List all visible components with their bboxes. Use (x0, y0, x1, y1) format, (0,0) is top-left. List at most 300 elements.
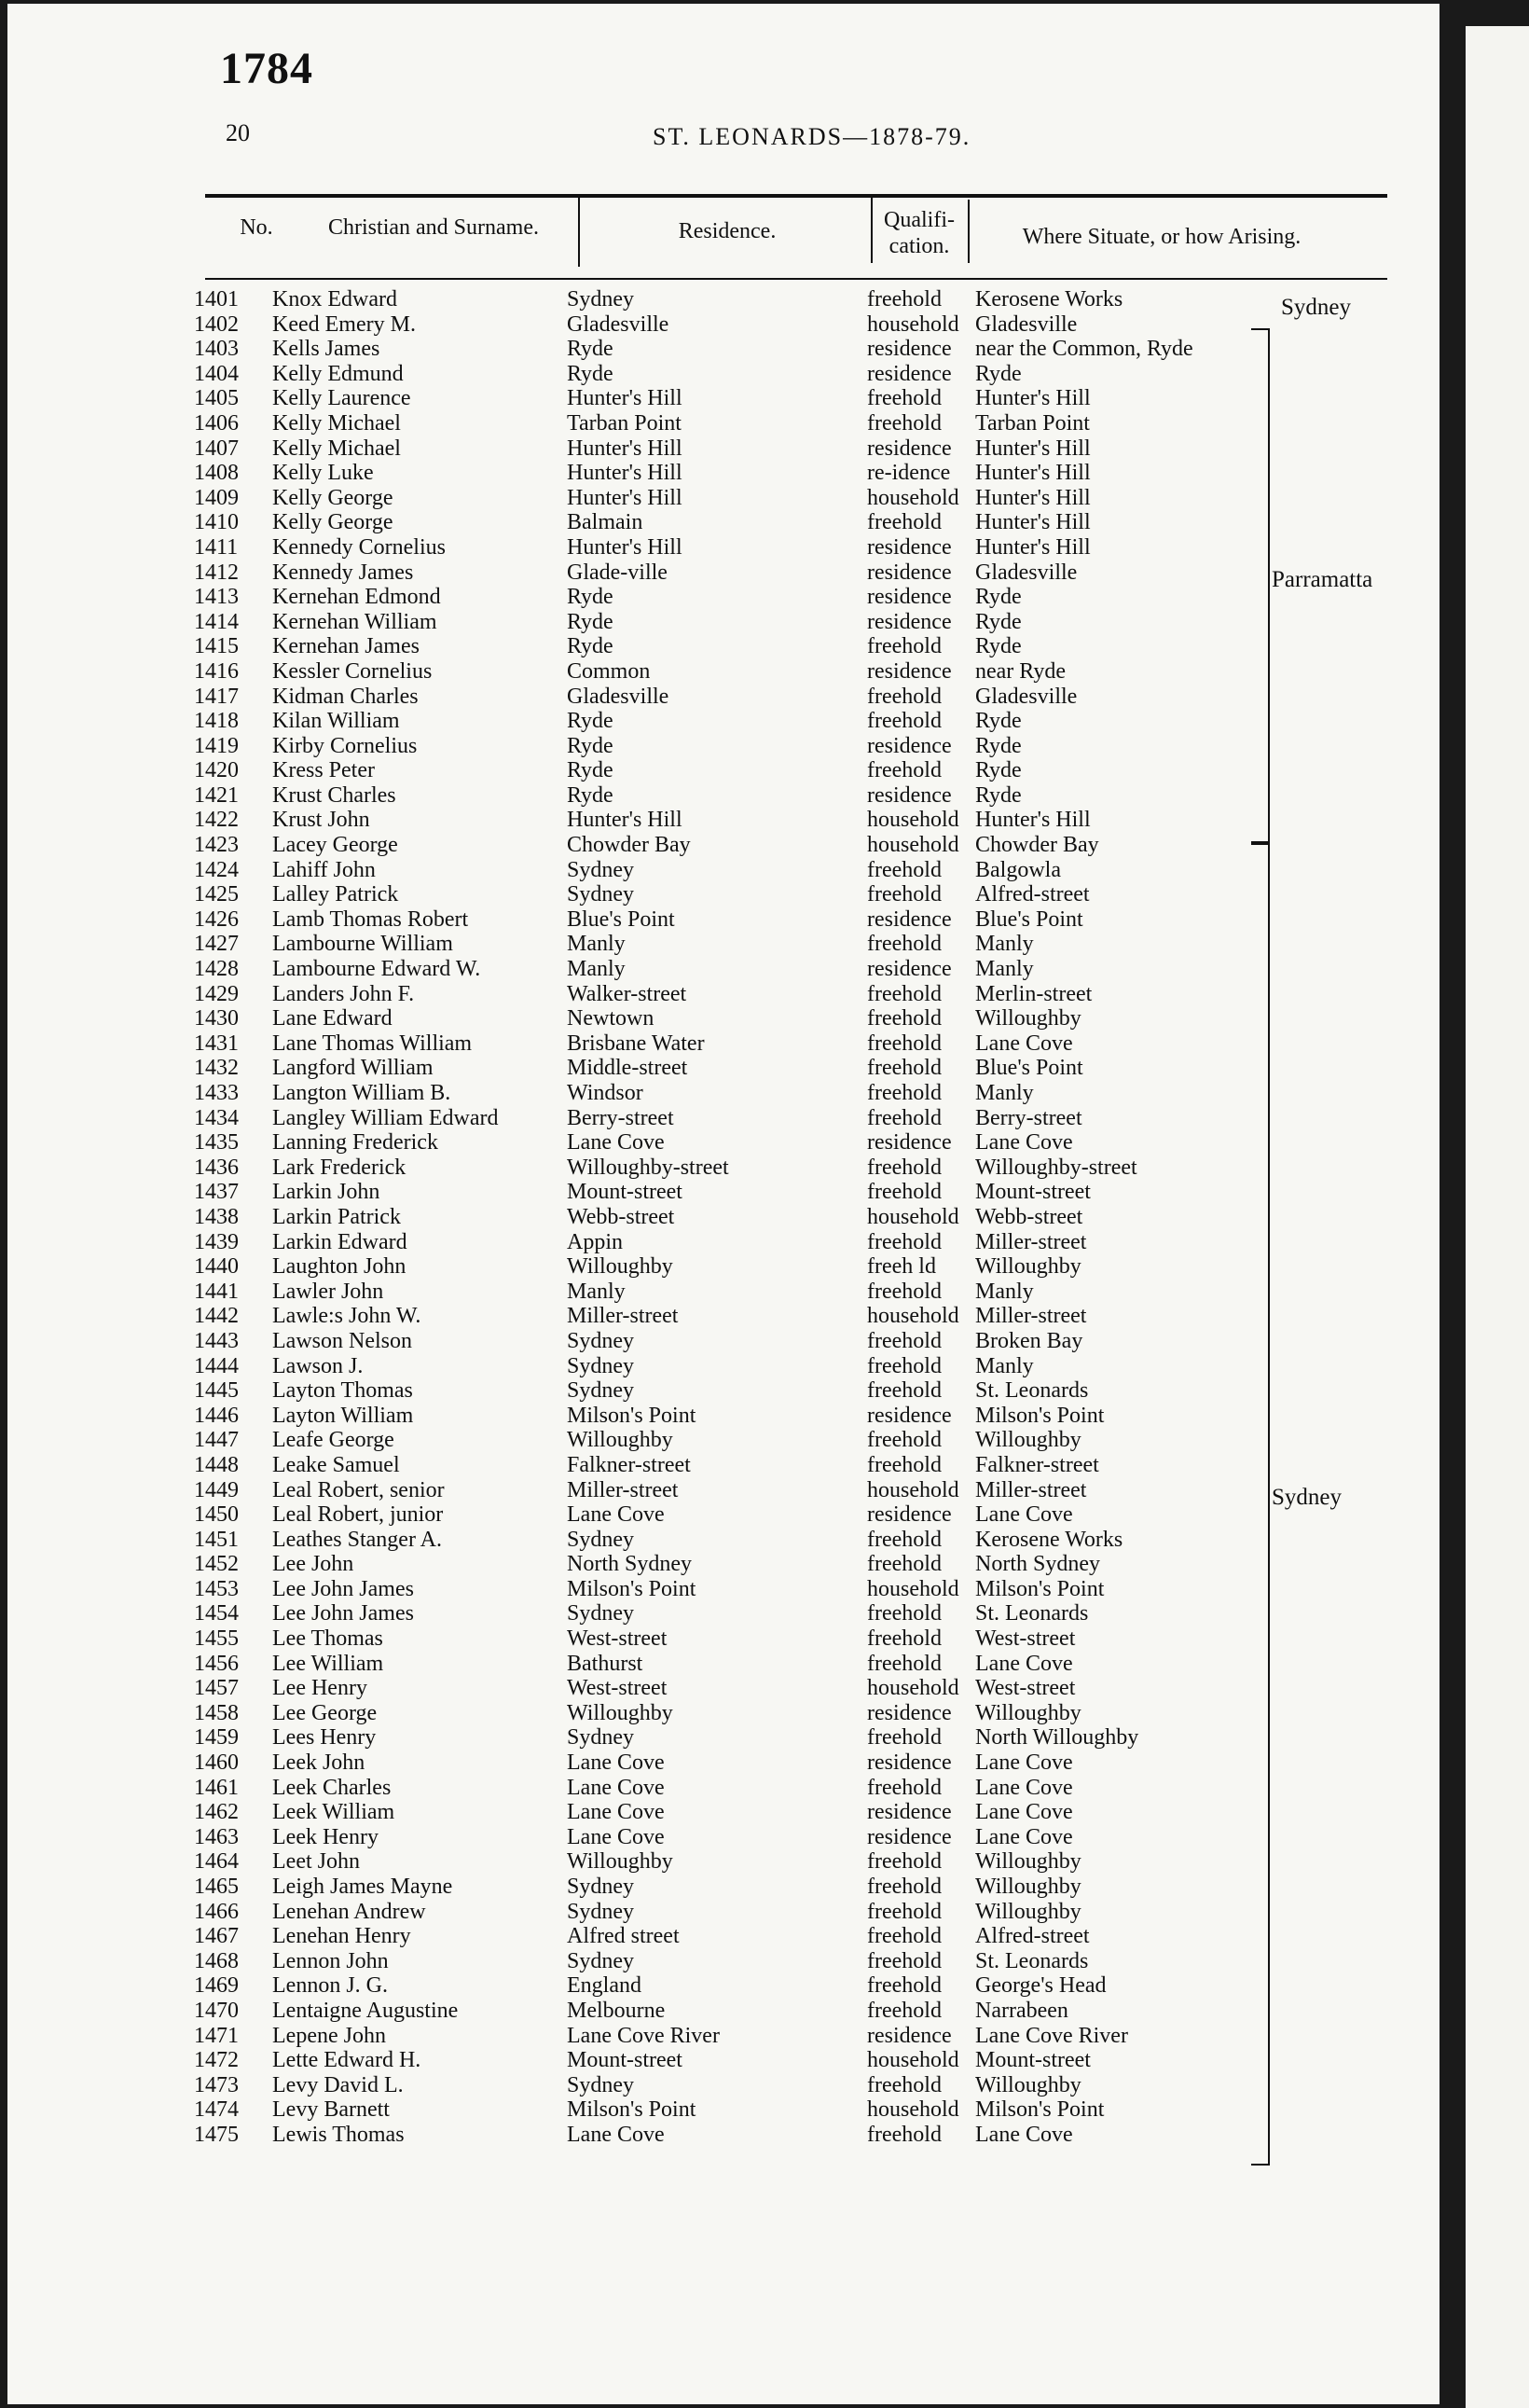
elector-name: Lenehan Andrew (272, 1899, 426, 1924)
elector-qualification: freehold (867, 2072, 942, 2097)
elector-number: 1448 (194, 1452, 239, 1477)
property-location: Blue's Point (975, 906, 1083, 932)
elector-number: 1432 (194, 1056, 239, 1081)
table-row (0, 982, 1432, 1007)
elector-number: 1412 (194, 560, 239, 585)
elector-name: Kirby Cornelius (272, 733, 418, 758)
elector-qualification: freehold (867, 1279, 942, 1304)
property-location: Ryde (975, 634, 1022, 659)
elector-qualification: freehold (867, 1006, 942, 1031)
elector-qualification: re-idence (867, 461, 951, 486)
elector-residence: Willoughby (567, 1849, 673, 1875)
elector-name: Langton William B. (272, 1081, 451, 1105)
elector-qualification: freehold (867, 1998, 942, 2023)
table-row (0, 1006, 1432, 1031)
elector-residence: Manly (567, 957, 626, 982)
elector-name: Lane Edward (272, 1006, 393, 1031)
elector-qualification: household (867, 1204, 959, 1229)
elector-number: 1414 (194, 609, 239, 634)
table-row (0, 1875, 1432, 1900)
table-row (0, 882, 1432, 907)
table-row (0, 2024, 1432, 2049)
table-row (0, 1502, 1432, 1528)
elector-number: 1408 (194, 461, 239, 486)
property-location: Lane Cove (975, 1800, 1073, 1825)
running-title: ST. LEONARDS—1878-79. (653, 123, 971, 150)
elector-number: 1453 (194, 1576, 239, 1601)
elector-residence: Lane Cove River (567, 2023, 720, 2048)
elector-number: 1445 (194, 1378, 239, 1404)
elector-residence: Willoughby (567, 1700, 673, 1725)
elector-residence: Tarban Point (567, 410, 682, 436)
elector-qualification: household (867, 808, 959, 833)
property-location: Hunter's Hill (975, 534, 1091, 560)
table-row (0, 337, 1432, 362)
elector-name: Kelly Michael (272, 436, 401, 461)
elector-name: Leathes Stanger A. (272, 1527, 442, 1552)
table-row (0, 585, 1432, 610)
header-qualification: Qualifi-cation. (884, 208, 955, 258)
elector-number: 1447 (194, 1428, 239, 1453)
header-no: No. (240, 215, 273, 240)
property-location: George's Head (975, 1973, 1107, 1999)
elector-number: 1419 (194, 733, 239, 758)
elector-name: Lambourne Edward W. (272, 957, 481, 982)
elector-qualification: freehold (867, 1601, 942, 1626)
property-location: Gladesville (975, 311, 1078, 337)
table-row (0, 1552, 1432, 1577)
table-row (0, 1130, 1432, 1156)
elector-residence: Ryde (567, 337, 613, 362)
elector-name: Lawson J. (272, 1353, 364, 1378)
elector-qualification: freehold (867, 1056, 942, 1081)
district-brace (1251, 843, 1270, 2166)
elector-residence: Hunter's Hill (567, 386, 682, 411)
elector-qualification: residence (867, 2023, 952, 2048)
elector-qualification: freehold (867, 1849, 942, 1875)
elector-name: Lennon John (272, 1948, 389, 1973)
elector-number: 1431 (194, 1031, 239, 1056)
elector-name: Lette Edward H. (272, 2048, 421, 2073)
elector-name: Kernehan James (272, 634, 420, 659)
elector-residence: Hunter's Hill (567, 808, 682, 833)
elector-residence: West-street (567, 1676, 668, 1701)
elector-number: 1401 (194, 287, 239, 311)
table-row (0, 1924, 1432, 1949)
elector-name: Lahiff John (272, 857, 376, 882)
property-location: Manly (975, 1081, 1034, 1105)
elector-number: 1405 (194, 386, 239, 411)
table-row (0, 1428, 1432, 1453)
table-row (0, 1776, 1432, 1801)
property-location: Willoughby (975, 1875, 1081, 1899)
elector-qualification: freehold (867, 1180, 942, 1205)
elector-number: 1465 (194, 1875, 239, 1899)
elector-qualification: residence (867, 1130, 952, 1156)
elector-name: Laughton John (272, 1254, 406, 1280)
elector-number: 1418 (194, 709, 239, 734)
property-location: Lane Cove (975, 1775, 1073, 1800)
table-row (0, 1973, 1432, 1999)
elector-residence: Sydney (567, 1328, 634, 1353)
elector-qualification: freeh ld (867, 1254, 936, 1280)
elector-qualification: residence (867, 436, 952, 461)
elector-name: Lee John James (272, 1601, 414, 1626)
elector-qualification: freehold (867, 1527, 942, 1552)
elector-qualification: freehold (867, 510, 942, 535)
elector-name: Lentaigne Augustine (272, 1998, 459, 2023)
elector-residence: Hunter's Hill (567, 534, 682, 560)
elector-residence: Walker-street (567, 981, 687, 1006)
property-location: Lane Cove (975, 1651, 1073, 1676)
table-row (0, 734, 1432, 759)
elector-name: Lee Henry (272, 1676, 367, 1701)
elector-residence: Lane Cove (567, 1775, 665, 1800)
elector-name: Levy Barnett (272, 2097, 390, 2123)
elector-name: Lee William (272, 1651, 384, 1676)
elector-name: Kress Peter (272, 758, 375, 783)
header-top-rule (205, 194, 1387, 198)
property-location: Lane Cove River (975, 2023, 1128, 2048)
elector-qualification: residence (867, 609, 952, 634)
elector-residence: Lane Cove (567, 1751, 665, 1776)
elector-residence: Hunter's Hill (567, 436, 682, 461)
elector-qualification: freehold (867, 1626, 942, 1652)
elector-number: 1439 (194, 1229, 239, 1254)
elector-number: 1436 (194, 1155, 239, 1180)
property-location: West-street (975, 1626, 1076, 1652)
elector-name: Kelly Michael (272, 410, 401, 436)
table-row (0, 1354, 1432, 1379)
elector-number: 1474 (194, 2097, 239, 2123)
elector-name: Leek John (272, 1751, 365, 1776)
table-row (0, 1825, 1432, 1850)
table-row (0, 1254, 1432, 1280)
elector-residence: Newtown (567, 1006, 654, 1031)
elector-number: 1428 (194, 957, 239, 982)
elector-qualification: freehold (867, 1031, 942, 1056)
elector-number: 1420 (194, 758, 239, 783)
property-location: Blue's Point (975, 1056, 1083, 1081)
table-row (0, 1180, 1432, 1205)
elector-number: 1438 (194, 1204, 239, 1229)
table-row (0, 287, 1432, 312)
property-location: Kerosene Works (975, 287, 1123, 311)
table-row (0, 957, 1432, 982)
elector-name: Lalley Patrick (272, 882, 399, 907)
elector-qualification: residence (867, 1502, 952, 1528)
elector-qualification: freehold (867, 386, 942, 411)
elector-qualification: freehold (867, 287, 942, 311)
elector-qualification: freehold (867, 1428, 942, 1453)
elector-number: 1417 (194, 684, 239, 709)
elector-number: 1426 (194, 906, 239, 932)
elector-residence: Willoughby (567, 1428, 673, 1453)
elector-name: Lark Frederick (272, 1155, 406, 1180)
elector-number: 1407 (194, 436, 239, 461)
property-location: St. Leonards (975, 1948, 1089, 1973)
table-row (0, 1601, 1432, 1626)
elector-residence: Ryde (567, 758, 613, 783)
property-location: Balgowla (975, 857, 1061, 882)
elector-qualification: household (867, 1477, 959, 1502)
elector-residence: Ryde (567, 733, 613, 758)
elector-qualification: freehold (867, 2122, 942, 2147)
table-row (0, 1676, 1432, 1701)
elector-number: 1440 (194, 1254, 239, 1280)
elector-residence: Lane Cove (567, 2122, 665, 2147)
elector-residence: Ryde (567, 709, 613, 734)
elector-number: 1415 (194, 634, 239, 659)
elector-qualification: residence (867, 585, 952, 610)
elector-number: 1458 (194, 1700, 239, 1725)
table-row (0, 1800, 1432, 1825)
elector-name: Larkin Edward (272, 1229, 407, 1254)
elector-residence: Miller-street (567, 1477, 679, 1502)
property-location: Kerosene Works (975, 1527, 1123, 1552)
elector-name: Leek Charles (272, 1775, 392, 1800)
property-location: Tarban Point (975, 410, 1090, 436)
elector-number: 1455 (194, 1626, 239, 1652)
elector-qualification: freehold (867, 1725, 942, 1751)
elector-qualification: residence (867, 1824, 952, 1849)
elector-residence: England (567, 1973, 641, 1999)
elector-number: 1464 (194, 1849, 239, 1875)
property-location: West-street (975, 1676, 1076, 1701)
elector-name: Kennedy James (272, 560, 414, 585)
elector-qualification: freehold (867, 1229, 942, 1254)
elector-number: 1454 (194, 1601, 239, 1626)
elector-qualification: residence (867, 337, 952, 362)
elector-qualification: freehold (867, 1899, 942, 1924)
elector-qualification: residence (867, 733, 952, 758)
elector-qualification: household (867, 485, 959, 510)
elector-residence: Sydney (567, 1899, 634, 1924)
property-location: near Ryde (975, 658, 1066, 684)
property-location: North Sydney (975, 1552, 1100, 1577)
table-row (0, 386, 1432, 411)
elector-qualification: freehold (867, 1328, 942, 1353)
table-row (0, 1156, 1432, 1181)
table-row (0, 1701, 1432, 1726)
elector-residence: Webb-street (567, 1204, 675, 1229)
elector-qualification: residence (867, 658, 952, 684)
table-row (0, 808, 1432, 833)
elector-residence: Alfred street (567, 1924, 680, 1949)
table-row (0, 659, 1432, 685)
elector-number: 1443 (194, 1328, 239, 1353)
property-location: Willoughby (975, 1254, 1081, 1280)
elector-name: Leet John (272, 1849, 360, 1875)
elector-qualification: household (867, 833, 959, 858)
elector-number: 1421 (194, 782, 239, 808)
elector-qualification: freehold (867, 684, 942, 709)
elector-name: Kelly George (272, 510, 393, 535)
elector-name: Keed Emery M. (272, 311, 416, 337)
elector-number: 1457 (194, 1676, 239, 1701)
district-brace (1251, 328, 1270, 843)
table-row (0, 907, 1432, 933)
elector-residence: Manly (567, 1279, 626, 1304)
elector-name: Lacey George (272, 833, 398, 858)
elector-residence: Sydney (567, 1948, 634, 1973)
elector-residence: Ryde (567, 361, 613, 386)
table-row (0, 1725, 1432, 1751)
elector-number: 1402 (194, 311, 239, 337)
elector-qualification: residence (867, 1700, 952, 1725)
elector-number: 1449 (194, 1477, 239, 1502)
table-row (0, 833, 1432, 858)
property-location: North Willoughby (975, 1725, 1139, 1751)
property-location: Ryde (975, 585, 1022, 610)
district-label: Parramatta (1272, 567, 1373, 592)
elector-qualification: freehold (867, 1155, 942, 1180)
table-row (0, 1528, 1432, 1553)
property-location: Willoughby (975, 1899, 1081, 1924)
elector-number: 1475 (194, 2122, 239, 2147)
elector-qualification: household (867, 2097, 959, 2123)
table-row (0, 1031, 1432, 1057)
elector-residence: Blue's Point (567, 906, 675, 932)
header-residence: Residence. (678, 219, 777, 243)
elector-name: Lanning Frederick (272, 1130, 438, 1156)
property-location: Ryde (975, 361, 1022, 386)
elector-residence: Windsor (567, 1081, 643, 1105)
property-location: Broken Bay (975, 1328, 1083, 1353)
elector-residence: Sydney (567, 1353, 634, 1378)
elector-qualification: household (867, 311, 959, 337)
elector-residence: Sydney (567, 882, 634, 907)
table-row (0, 535, 1432, 560)
table-row (0, 411, 1432, 436)
column-divider (578, 198, 580, 267)
property-location: Manly (975, 932, 1034, 957)
elector-name: Kernehan Edmond (272, 585, 441, 610)
table-row (0, 436, 1432, 462)
property-location: Mount-street (975, 2048, 1091, 2073)
adjacent-page-edge (1466, 26, 1529, 2408)
property-location: Willoughby-street (975, 1155, 1137, 1180)
elector-residence: Balmain (567, 510, 643, 535)
table-row (0, 783, 1432, 809)
table-row (0, 1230, 1432, 1255)
property-location: Mount-street (975, 1180, 1091, 1205)
elector-number: 1469 (194, 1973, 239, 1999)
elector-number: 1444 (194, 1353, 239, 1378)
property-location: Ryde (975, 782, 1022, 808)
elector-residence: Hunter's Hill (567, 461, 682, 486)
table-row (0, 1900, 1432, 1925)
elector-qualification: freehold (867, 1552, 942, 1577)
property-location: Merlin-street (975, 981, 1093, 1006)
elector-residence: Ryde (567, 634, 613, 659)
elector-qualification: residence (867, 782, 952, 808)
elector-qualification: freehold (867, 1353, 942, 1378)
elector-name: Leafe George (272, 1428, 394, 1453)
elector-name: Kelly Luke (272, 461, 374, 486)
elector-name: Leal Robert, junior (272, 1502, 444, 1528)
elector-residence: Falkner-street (567, 1452, 691, 1477)
elector-qualification: freehold (867, 1973, 942, 1999)
table-row (0, 1478, 1432, 1503)
elector-residence: Middle-street (567, 1056, 688, 1081)
property-location: Milson's Point (975, 2097, 1105, 2123)
table-row (0, 1056, 1432, 1081)
header-bottom-rule (205, 278, 1387, 280)
table-row (0, 2123, 1432, 2148)
table-row (0, 1404, 1432, 1429)
table-row (0, 1949, 1432, 1974)
table-row (0, 362, 1432, 387)
elector-residence: Lane Cove (567, 1130, 665, 1156)
property-location: Manly (975, 957, 1034, 982)
table-row (0, 1849, 1432, 1875)
table-row (0, 1652, 1432, 1677)
elector-residence: Lane Cove (567, 1800, 665, 1825)
table-row (0, 1329, 1432, 1354)
elector-name: Landers John F. (272, 981, 415, 1006)
property-location: Manly (975, 1279, 1034, 1304)
elector-residence: Sydney (567, 857, 634, 882)
elector-residence: Hunter's Hill (567, 485, 682, 510)
elector-number: 1406 (194, 410, 239, 436)
elector-name: Lee John (272, 1552, 354, 1577)
elector-residence: Sydney (567, 1725, 634, 1751)
elector-residence: Common (567, 658, 651, 684)
elector-qualification: residence (867, 1751, 952, 1776)
elector-residence: Melbourne (567, 1998, 666, 2023)
property-location: Berry-street (975, 1105, 1082, 1130)
elector-residence: Sydney (567, 287, 634, 311)
elector-name: Kells James (272, 337, 380, 362)
property-location: Narrabeen (975, 1998, 1068, 2023)
elector-name: Larkin Patrick (272, 1204, 401, 1229)
elector-qualification: freehold (867, 981, 942, 1006)
elector-qualification: residence (867, 906, 952, 932)
elector-number: 1473 (194, 2072, 239, 2097)
elector-name: Kernehan William (272, 609, 437, 634)
elector-residence: Brisbane Water (567, 1031, 705, 1056)
elector-number: 1456 (194, 1651, 239, 1676)
property-location: Lane Cove (975, 1031, 1073, 1056)
property-location: Ryde (975, 609, 1022, 634)
elector-name: Lepene John (272, 2023, 386, 2048)
elector-number: 1442 (194, 1304, 239, 1329)
elector-number: 1471 (194, 2023, 239, 2048)
property-location: Alfred-street (975, 1924, 1090, 1949)
property-location: Falkner-street (975, 1452, 1099, 1477)
elector-name: Lawler John (272, 1279, 384, 1304)
elector-number: 1433 (194, 1081, 239, 1105)
elector-residence: West-street (567, 1626, 668, 1652)
elector-number: 1434 (194, 1105, 239, 1130)
elector-name: Lee George (272, 1700, 378, 1725)
elector-name: Kilan William (272, 709, 400, 734)
elector-number: 1468 (194, 1948, 239, 1973)
property-location: Miller-street (975, 1477, 1087, 1502)
elector-residence: Milson's Point (567, 1403, 696, 1428)
elector-number: 1430 (194, 1006, 239, 1031)
elector-residence: Lane Cove (567, 1824, 665, 1849)
elector-name: Lenehan Henry (272, 1924, 411, 1949)
elector-name: Lees Henry (272, 1725, 377, 1751)
elector-residence: Sydney (567, 2072, 634, 2097)
property-location: Hunter's Hill (975, 386, 1091, 411)
table-row (0, 932, 1432, 957)
property-location: Lane Cove (975, 1130, 1073, 1156)
property-location: Hunter's Hill (975, 808, 1091, 833)
elector-qualification: freehold (867, 1775, 942, 1800)
